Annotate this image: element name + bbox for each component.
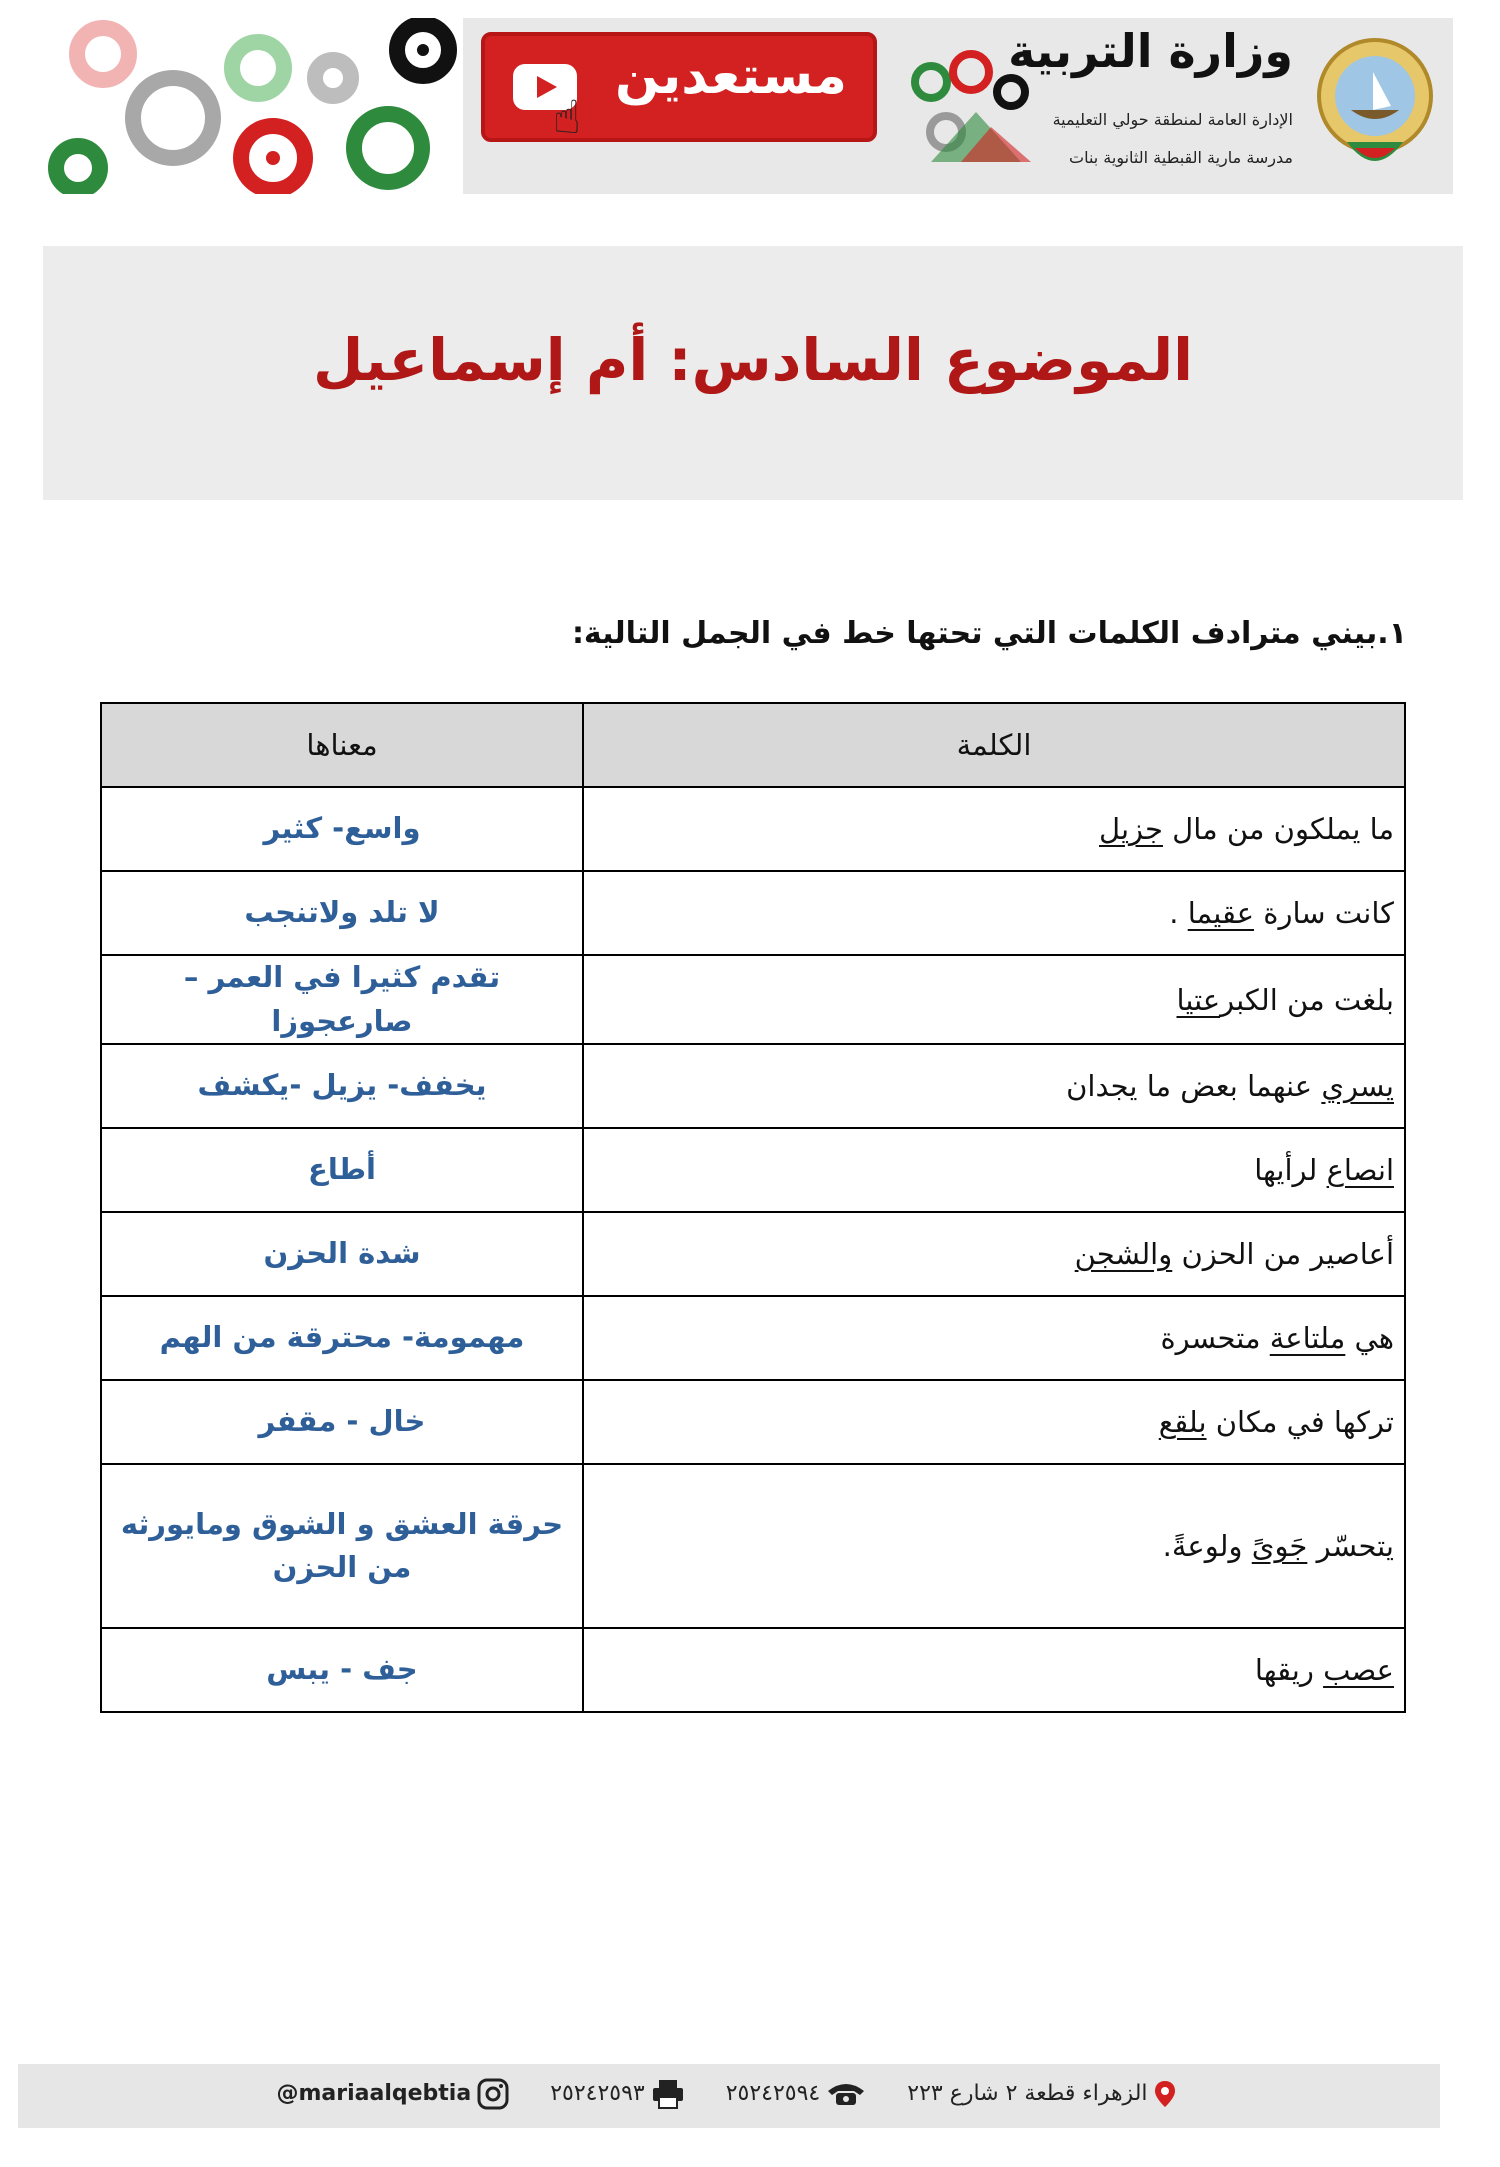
underlined-word: عصب — [1323, 1653, 1394, 1687]
table-row — [101, 1044, 1405, 1128]
meaning-cell: تقدم كثيرا في العمر – صارعجوزا — [101, 955, 583, 1044]
location-pin-icon — [1154, 2080, 1176, 2108]
phone-text: ٢٥٢٤٢٥٩٤ — [725, 2081, 821, 2106]
word-cell: يسري عنهما بعض ما يجدان — [583, 1044, 1405, 1128]
youtube-button-label: مستعدين — [614, 46, 847, 106]
table-row — [101, 1628, 1405, 1712]
underlined-word: ملتاعة — [1269, 1321, 1346, 1355]
table-row — [101, 1464, 1405, 1628]
table-row — [101, 1128, 1405, 1212]
ministry-title: وزارة التربية — [1008, 24, 1293, 78]
instagram-icon — [477, 2078, 509, 2110]
word-cell: أعاصير من الحزن والشجن — [583, 1212, 1405, 1296]
word-column-header: الكلمة — [583, 703, 1405, 787]
question-text: ١.بيني مترادف الكلمات التي تحتها خط في الجمل التالية: — [571, 616, 1407, 651]
meaning-column-header: معناها — [101, 703, 583, 787]
meaning-cell: لا تلد ولاتنجب — [101, 871, 583, 955]
word-cell: انصاع لرأيها — [583, 1128, 1405, 1212]
meaning-cell: جف - يبس — [101, 1628, 583, 1712]
page-title: الموضوع السادس: أم إسماعيل — [313, 326, 1193, 394]
fax-printer-icon — [651, 2079, 685, 2109]
table-header-row — [101, 703, 1405, 787]
word-cell: هي ملتاعة متحسرة — [583, 1296, 1405, 1380]
telephone-icon — [826, 2081, 866, 2107]
meaning-cell: واسع- كثير — [101, 787, 583, 871]
footer-phone — [719, 2081, 873, 2106]
youtube-button[interactable] — [481, 32, 877, 142]
instagram-handle[interactable]: @mariaalqebtia — [276, 2081, 472, 2106]
ministry-district: الإدارة العامة لمنطقة حولي التعليمية — [1052, 110, 1293, 129]
word-cell: كانت سارة عقيما . — [583, 871, 1405, 955]
meaning-cell: أطاع — [101, 1128, 583, 1212]
fax-text: ٢٥٢٤٢٥٩٣ — [550, 2081, 645, 2106]
table-row — [101, 871, 1405, 955]
vocabulary-table — [100, 702, 1406, 1713]
table-row — [101, 955, 1405, 1044]
ministry-banner — [463, 18, 1453, 194]
footer-fax — [543, 2081, 691, 2106]
table-row — [101, 1212, 1405, 1296]
header-banner — [43, 18, 1453, 194]
underlined-word: جزيل — [1099, 812, 1163, 846]
underlined-word: والشجن — [1074, 1237, 1173, 1271]
underlined-word: يسري — [1321, 1069, 1394, 1103]
underlined-word: عتيا — [1176, 982, 1221, 1017]
word-cell: بلغت من الكبرعتيا — [583, 955, 1405, 1044]
table-row — [101, 1296, 1405, 1380]
underlined-word: انصاع — [1326, 1153, 1394, 1187]
word-cell: ما يملكون من مال جزيل — [583, 787, 1405, 871]
meaning-cell: حرقة العشق و الشوق ومايورثه من الحزن — [101, 1464, 583, 1628]
underlined-word: بلقع — [1158, 1405, 1207, 1439]
footer-contact — [18, 2078, 1440, 2110]
word-cell: تركها في مكان بلقع — [583, 1380, 1405, 1464]
table-row — [101, 1380, 1405, 1464]
footer — [18, 2064, 1440, 2128]
title-box — [43, 246, 1463, 500]
footer-address — [900, 2081, 1181, 2106]
gears-decoration-icon — [43, 18, 463, 194]
footer-instagram[interactable] — [276, 2081, 515, 2106]
meaning-cell: يخفف- يزيل -يكشف — [101, 1044, 583, 1128]
school-name: مدرسة مارية القبطية الثانوية بنات — [1069, 148, 1293, 167]
underlined-word: جَوىً — [1251, 1529, 1308, 1563]
table-row — [101, 787, 1405, 871]
kuwait-emblem-icon — [1311, 32, 1439, 180]
meaning-cell: شدة الحزن — [101, 1212, 583, 1296]
word-cell: يتحسّر جَوىً ولوعةً. — [583, 1464, 1405, 1628]
meaning-cell: خال - مقفر — [101, 1380, 583, 1464]
address-text: الزهراء قطعة ٢ شارع ٢٢٣ — [907, 2081, 1148, 2106]
word-cell: عصب ريقها — [583, 1628, 1405, 1712]
pointer-hand-icon: ☝ — [553, 90, 582, 144]
meaning-cell: مهمومة- محترقة من الهم — [101, 1296, 583, 1380]
underlined-word: عقيما — [1187, 896, 1255, 930]
